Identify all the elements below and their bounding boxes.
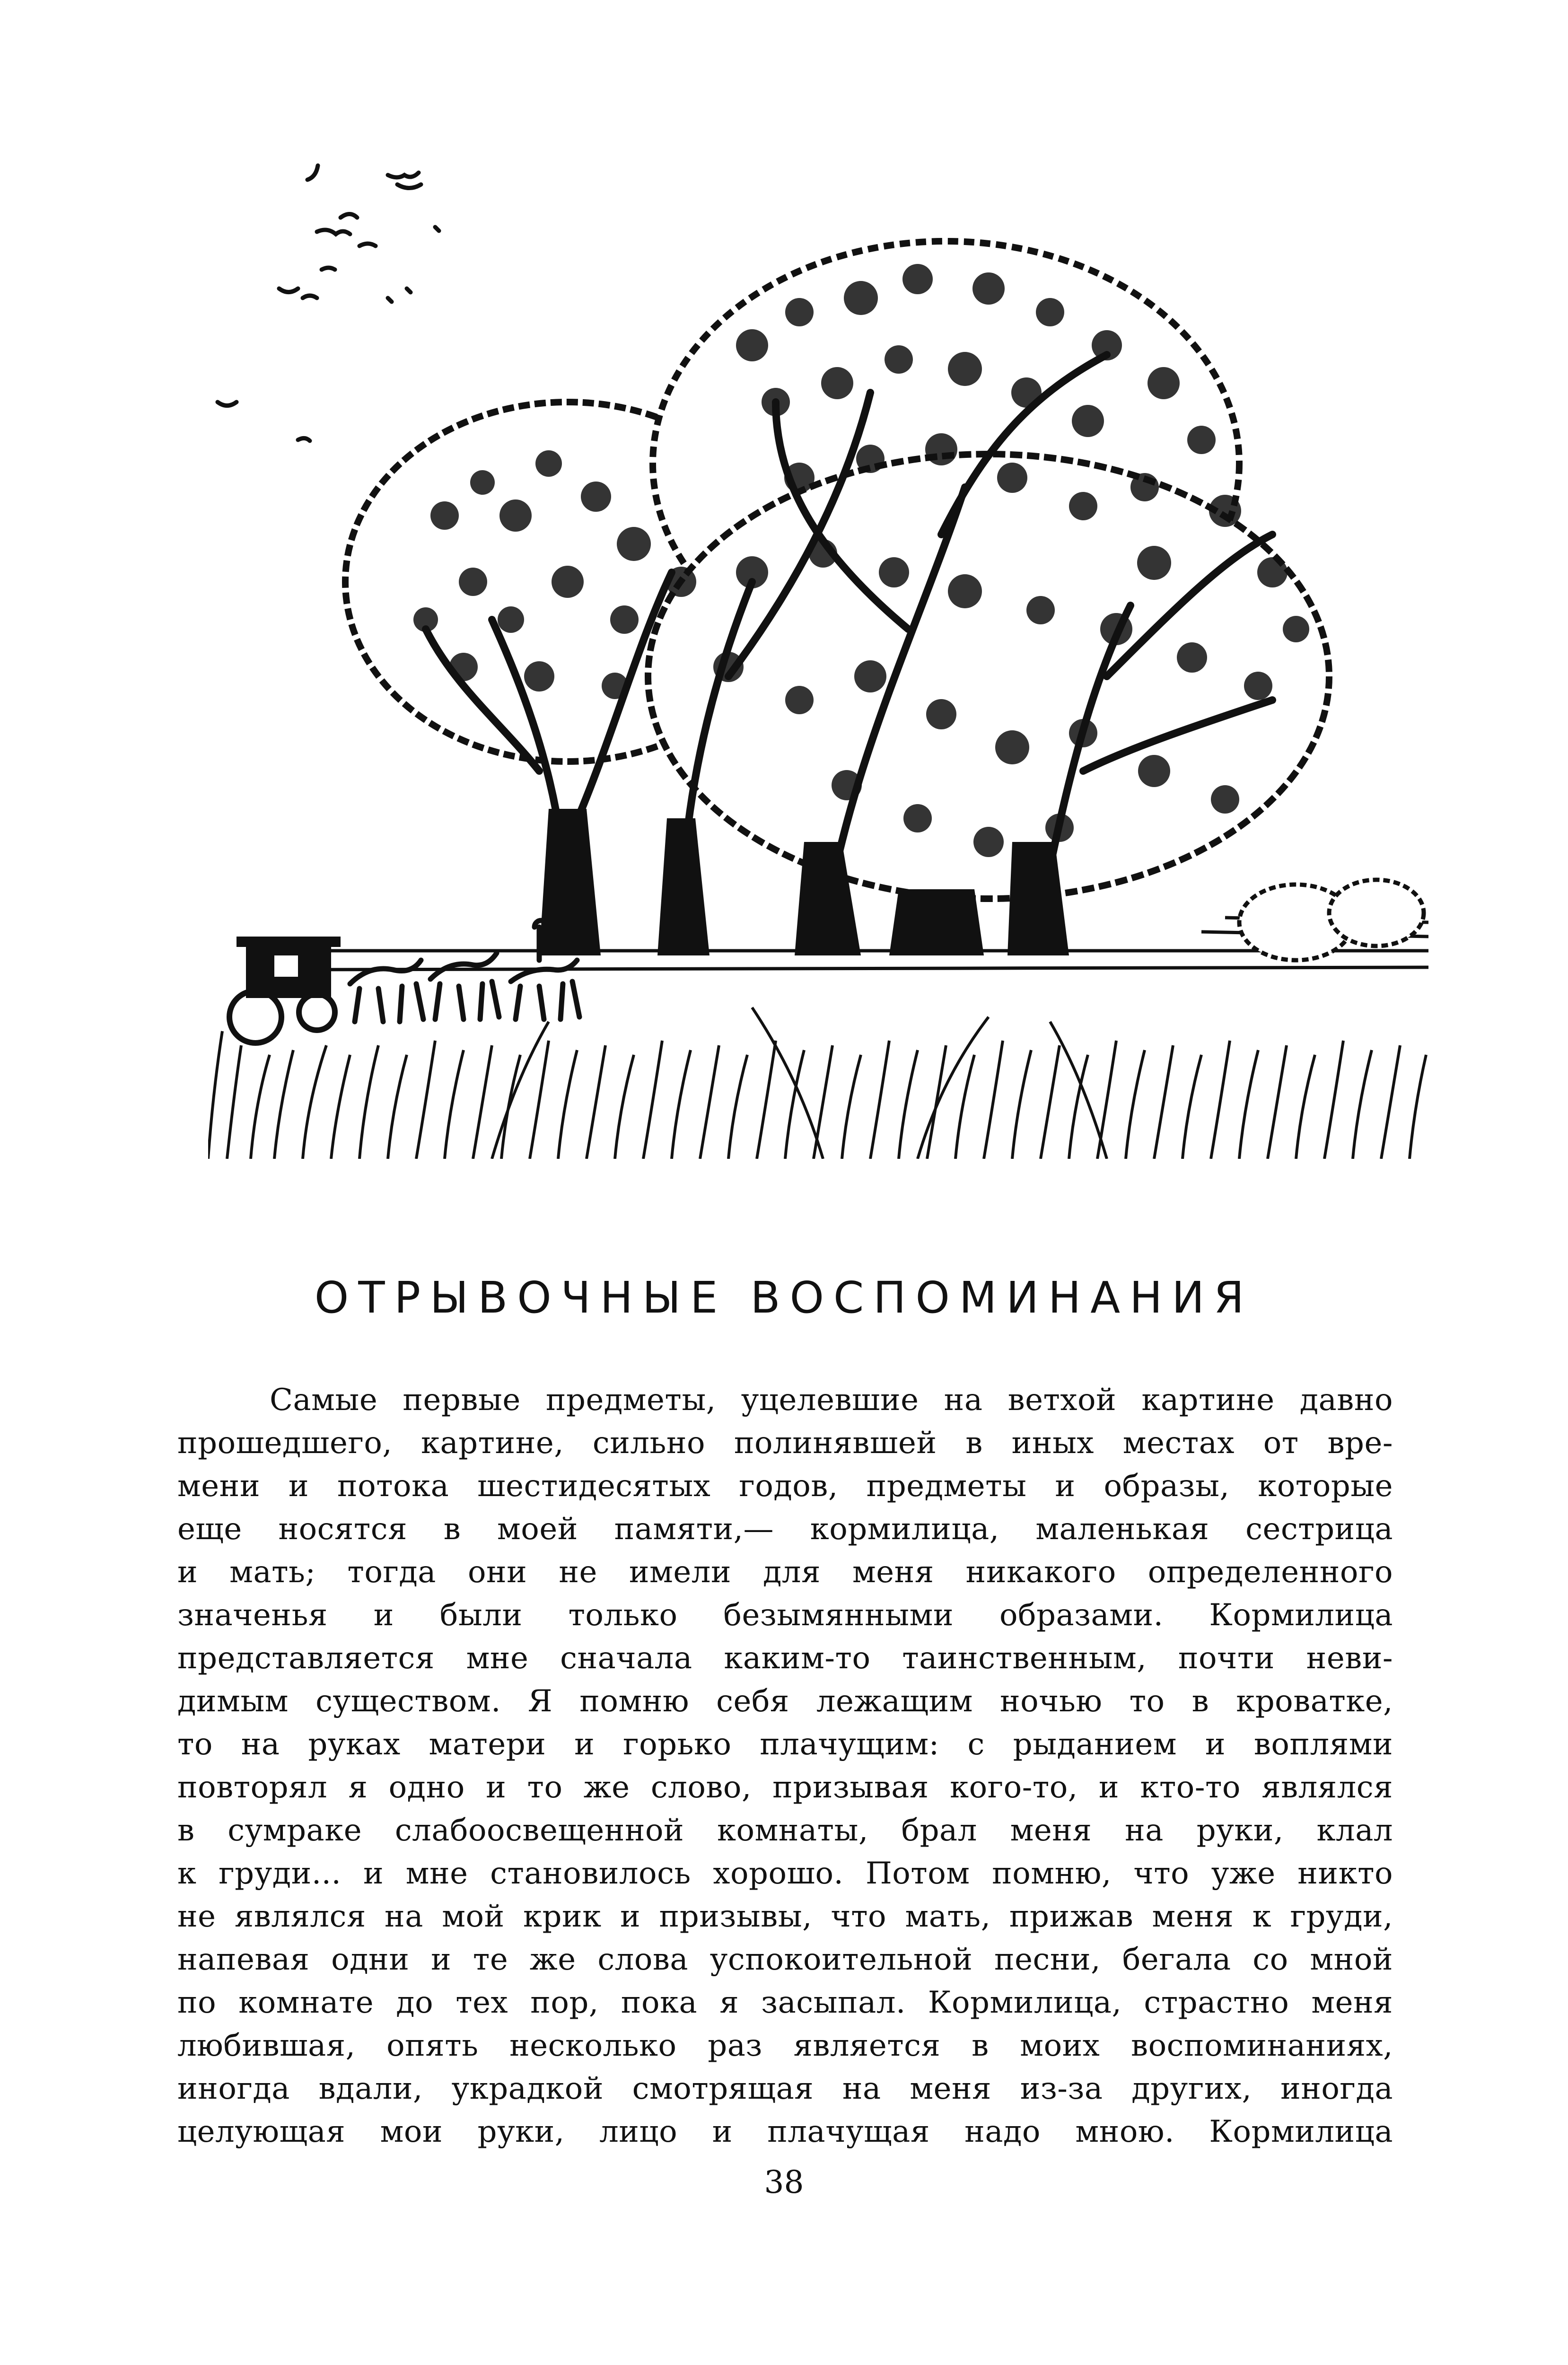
- text-line: еще носятся в моей памяти,— кормилица, маленькая сестрица: [177, 1512, 1393, 1547]
- grass-foreground: [208, 1007, 1426, 1159]
- text-line: прошедшего, картине, сильно полинявшей в иных местах от вре-: [177, 1426, 1393, 1461]
- text-line: целующая мои руки, лицо и плачущая надо мною. Кормилица: [177, 2114, 1393, 2149]
- text-line: то на руках матери и горько плачущим: с рыданием и воплями: [177, 1727, 1393, 1762]
- text-line: к груди... и мне становилось хорошо. Потом помню, что уже никто: [177, 1856, 1393, 1891]
- page-number: 38: [764, 2164, 804, 2200]
- text-line: Самые первые предметы, уцелевшие на ветхой картине давно: [270, 1383, 1393, 1418]
- carriage-icon: [229, 937, 341, 1043]
- distant-trees: [1239, 880, 1424, 960]
- body-text: [177, 1379, 1393, 2154]
- text-line: мени и потока шестидесятых годов, предметы и образы, которые: [177, 1469, 1393, 1504]
- text-line: напевая одни и те же слова успокоительной песни, бегала со мной: [177, 1942, 1393, 1977]
- text-line: повторял я одно и то же слово, призывая кого-то, и кто-то являлся: [177, 1770, 1393, 1805]
- illustration-drawing: [208, 156, 1428, 1159]
- text-line: любившая, опять несколько раз является в моих воспоминаниях,: [177, 2028, 1393, 2063]
- text-line: представляется мне сначала каким-то таинственным, почти неви-: [177, 1641, 1393, 1676]
- tree-canopy: [345, 241, 1329, 899]
- text-line: и мать; тогда они не имели для меня никакого определенного: [177, 1555, 1393, 1590]
- chapter-title: ОТРЫВОЧНЫЕ ВОСПОМИНАНИЯ: [314, 1272, 1254, 1323]
- landscape-trees-carriage-illustration: [208, 156, 1428, 1159]
- text-line: не являлся на мой крик и призывы, что мать, прижав меня к груди,: [177, 1899, 1393, 1934]
- text-line: димым существом. Я помню себя лежащим ночью то в кроватке,: [177, 1684, 1393, 1719]
- text-line: иногда вдали, украдкой смотрящая на меня из-за других, иногда: [177, 2071, 1393, 2106]
- text-line: в сумраке слабоосвещенной комнаты, брал меня на руки, клал: [177, 1813, 1393, 1848]
- birds-icon: [218, 166, 439, 441]
- text-line: по комнате до тех пор, пока я засыпал. Кормилица, страстно меня: [177, 1985, 1393, 2020]
- text-line: значенья и были только безымянными образами. Кормилица: [177, 1598, 1393, 1633]
